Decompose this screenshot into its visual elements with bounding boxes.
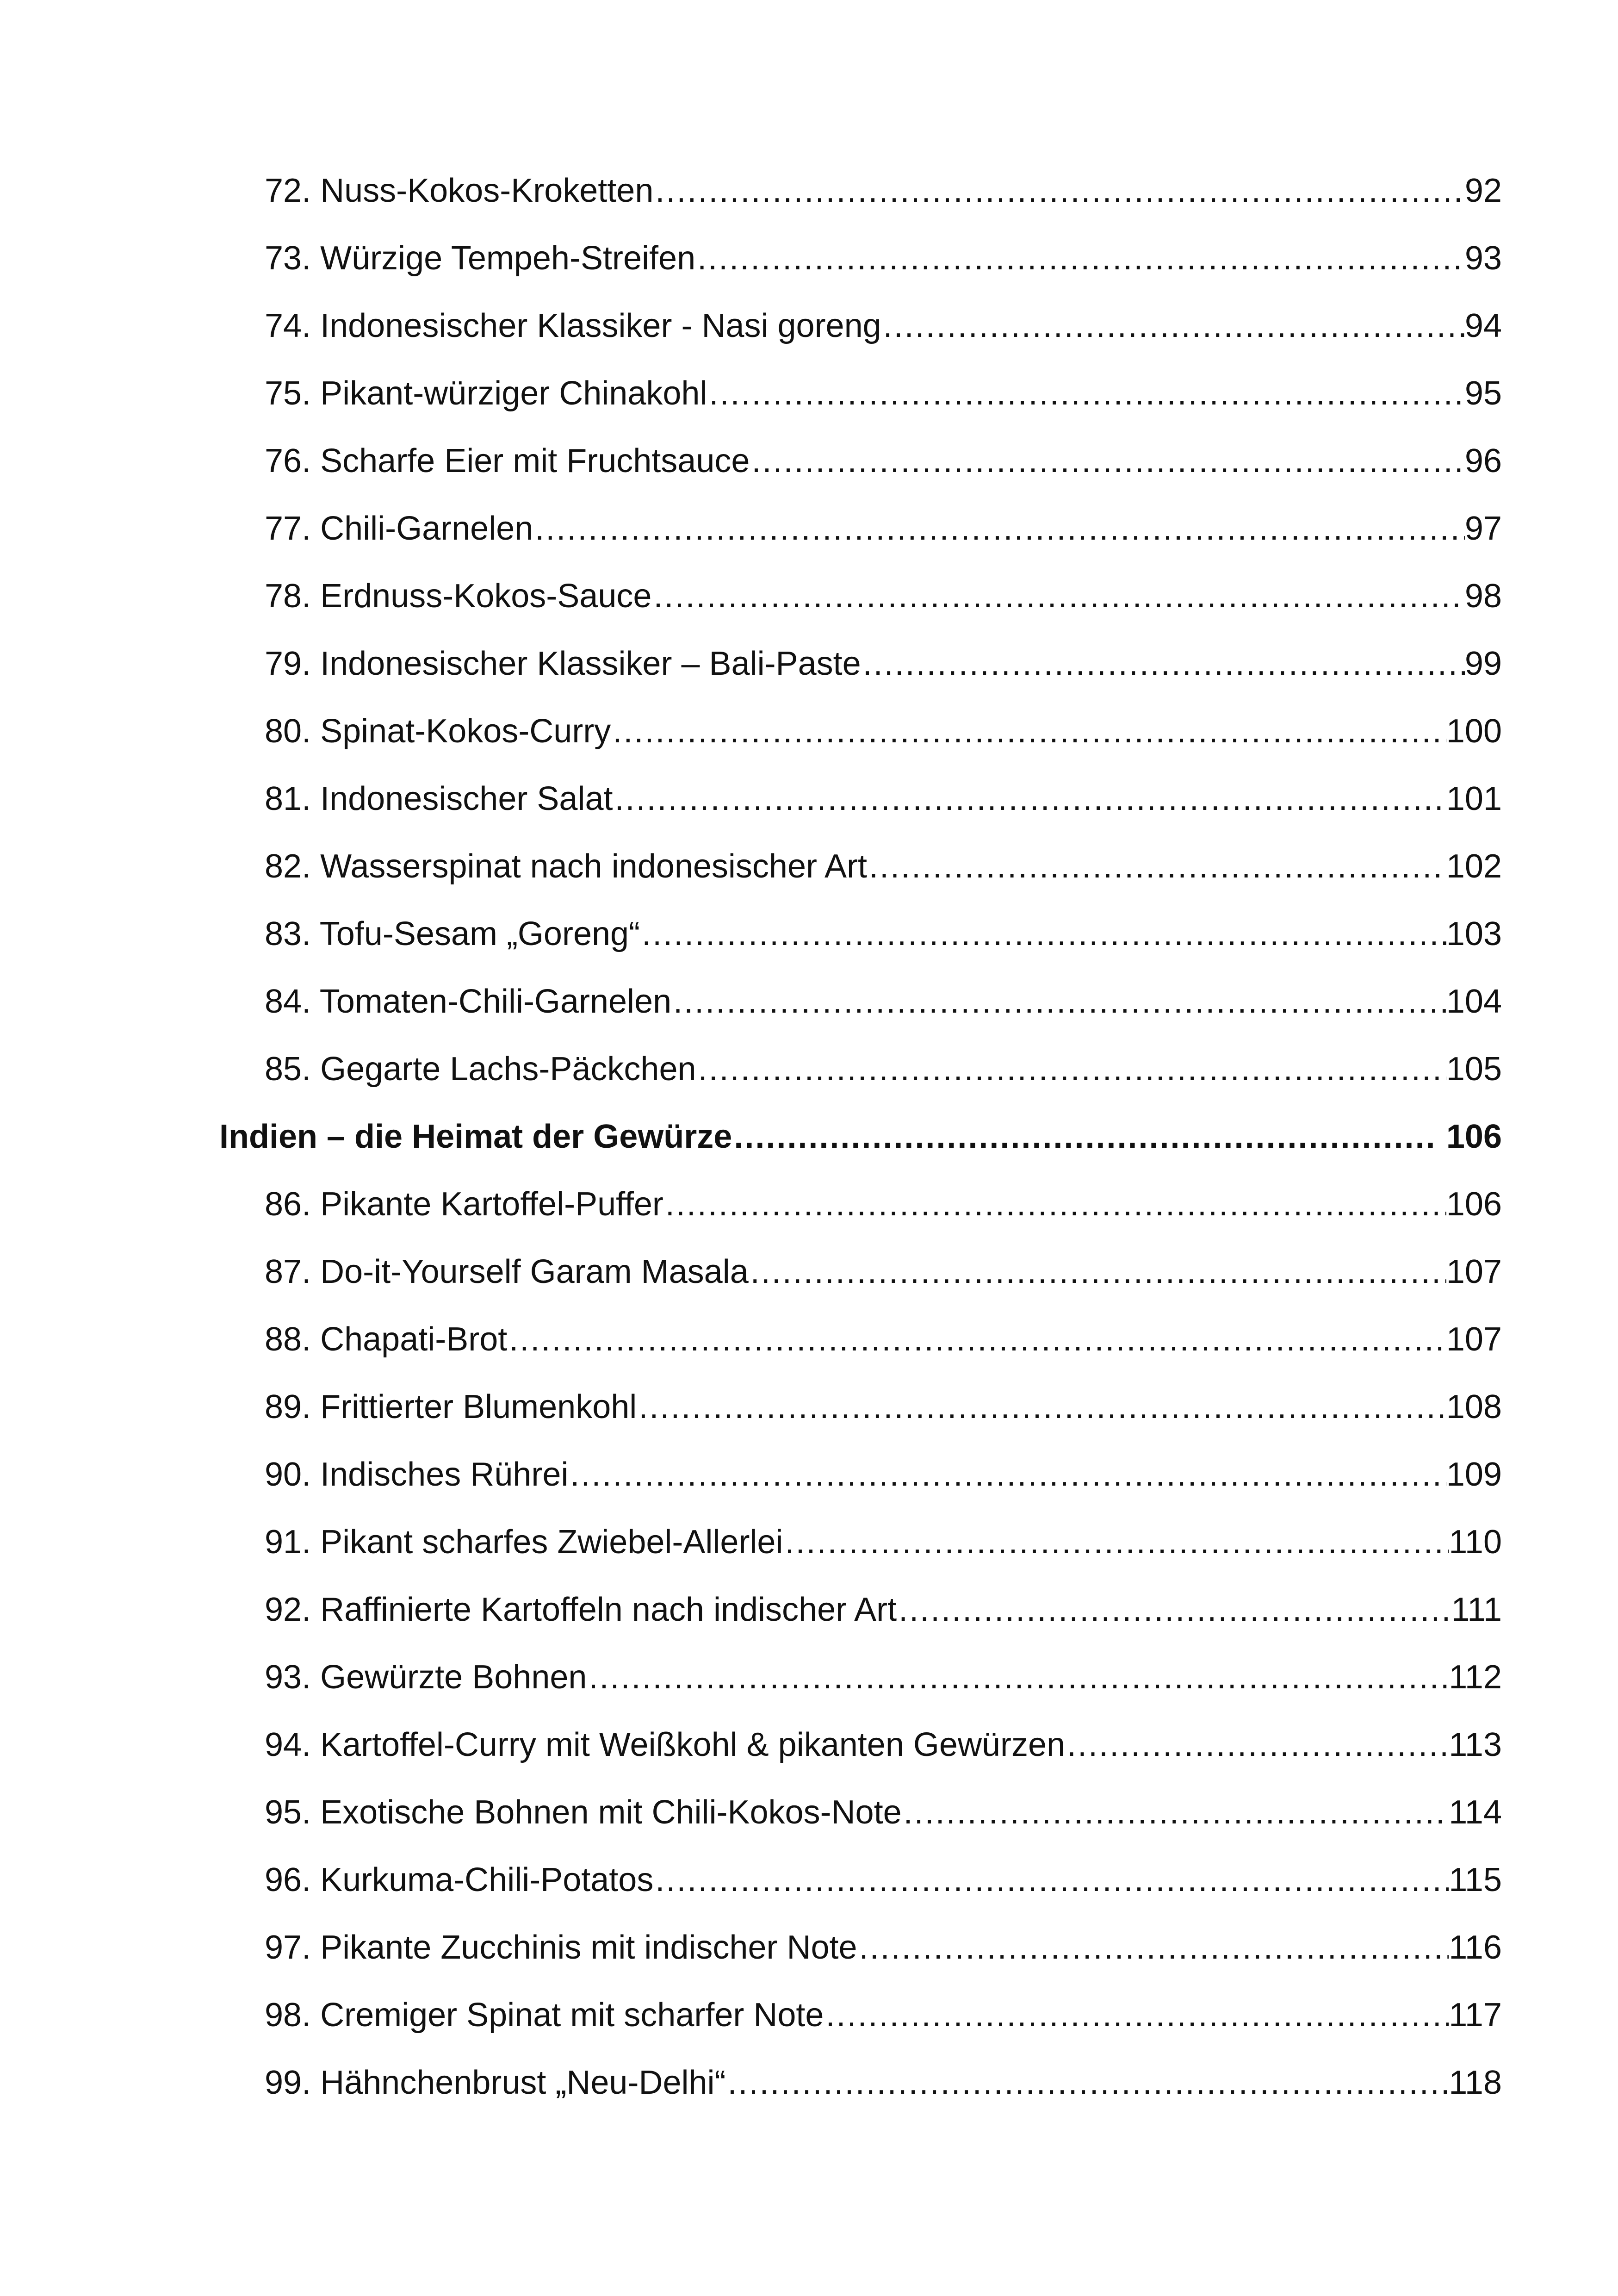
toc-entry [265, 843, 1502, 890]
dot-leader [653, 168, 1465, 214]
toc-entry-page: 93 [1464, 240, 1502, 277]
toc-entry [265, 1451, 1502, 1498]
toc-entry [265, 438, 1502, 484]
toc-entry [265, 1316, 1502, 1363]
toc-entry-page: 103 [1446, 915, 1502, 952]
dot-leader [867, 843, 1446, 890]
toc-entry-title: 96. Kurkuma-Chili-Potatos [265, 1861, 654, 1898]
toc-entry-title: 82. Wasserspinat nach indonesischer Art [265, 848, 868, 885]
toc-entry [265, 168, 1502, 214]
dot-leader [1065, 1722, 1449, 1768]
toc-entry-page: 112 [1449, 1659, 1502, 1696]
dot-leader [897, 1587, 1451, 1633]
dot-leader [732, 1114, 1435, 1160]
toc-entry [265, 370, 1502, 417]
toc-entry-title: 74. Indonesischer Klassiker - Nasi goreng [265, 307, 881, 344]
toc-entry [265, 2060, 1502, 2106]
dot-leader [611, 708, 1446, 754]
toc-entry-page: 101 [1446, 780, 1502, 817]
toc-entry-title: 94. Kartoffel-Curry mit Weißkohl & pikanten Gewürzen [265, 1726, 1066, 1763]
dot-leader [533, 505, 1465, 552]
toc-entry-page: 109 [1446, 1456, 1502, 1493]
toc-entry-title: 90. Indisches Rührei [265, 1456, 569, 1493]
dot-leader [651, 573, 1464, 619]
dot-leader [824, 1992, 1449, 2038]
toc-entry-title: 95. Exotische Bohnen mit Chili-Kokos-Note [265, 1794, 902, 1831]
toc-entry-page: 108 [1446, 1388, 1502, 1425]
toc-entry [265, 1654, 1502, 1700]
toc-entry-title: 72. Nuss-Kokos-Kroketten [265, 172, 654, 209]
toc-entry-title: 79. Indonesischer Klassiker – Bali-Paste [265, 645, 861, 682]
toc-entry-title: 92. Raffinierte Kartoffeln nach indischer Art [265, 1591, 897, 1628]
toc-entry [265, 505, 1502, 552]
toc-entry-page: 102 [1446, 848, 1502, 885]
toc-entry-page: 104 [1446, 983, 1502, 1020]
dot-leader [749, 1249, 1446, 1295]
toc-entry-page: 117 [1449, 1997, 1502, 2034]
toc-entry-page: 113 [1449, 1726, 1502, 1763]
toc-section-title: Indien – die Heimat der Gewürze [219, 1118, 732, 1155]
toc-entry [265, 978, 1502, 1025]
toc-entry-page: 95 [1464, 375, 1502, 412]
dot-leader [881, 303, 1465, 349]
toc-entry-title: 91. Pikant scharfes Zwiebel-Allerlei [265, 1524, 783, 1561]
dot-leader [857, 1924, 1449, 1971]
toc-entry-page: 98 [1464, 578, 1502, 615]
toc-entry-page: 105 [1446, 1051, 1502, 1088]
toc-entry [265, 303, 1502, 349]
toc-entry-page: 107 [1446, 1253, 1502, 1290]
toc-entry-title: 98. Cremiger Spinat mit scharfer Note [265, 1997, 824, 2034]
toc-entry [265, 1587, 1502, 1633]
toc-entry-title: 97. Pikante Zucchinis mit indischer Note [265, 1929, 857, 1966]
toc-entry-page: 107 [1446, 1321, 1502, 1358]
toc-entry-title: 84. Tomaten-Chili-Garnelen [265, 983, 672, 1020]
toc-entry-title: 83. Tofu-Sesam „Goreng“ [265, 915, 640, 952]
toc-entry-title: 93. Gewürzte Bohnen [265, 1659, 587, 1696]
toc-entry-page: 97 [1464, 510, 1502, 547]
toc-entry-title: 85. Gegarte Lachs-Päckchen [265, 1051, 696, 1088]
toc-entry-title: 81. Indonesischer Salat [265, 780, 613, 817]
toc-entry-title: 77. Chili-Garnelen [265, 510, 533, 547]
toc-entry-title: 80. Spinat-Kokos-Curry [265, 713, 611, 750]
toc-entry-title: 76. Scharfe Eier mit Fruchtsauce [265, 442, 750, 479]
toc-entry [265, 573, 1502, 619]
toc-entry-page: 110 [1449, 1524, 1502, 1561]
dot-leader [637, 1384, 1446, 1430]
toc-entry-page: 99 [1464, 645, 1502, 682]
toc-entry-title: 86. Pikante Kartoffel-Puffer [265, 1186, 663, 1223]
toc-entry [265, 708, 1502, 754]
toc-entry [265, 1181, 1502, 1227]
dot-leader [653, 1857, 1449, 1903]
toc-entry-page: 94 [1464, 307, 1502, 344]
toc-entry-title: 73. Würzige Tempeh-Streifen [265, 240, 696, 277]
dot-leader [613, 776, 1446, 822]
dot-leader [671, 978, 1446, 1025]
toc-entry-title: 78. Erdnuss-Kokos-Sauce [265, 578, 652, 615]
dot-leader [696, 1046, 1446, 1092]
toc-section-heading [219, 1114, 1502, 1160]
dot-leader [640, 911, 1446, 957]
dot-leader [507, 1316, 1446, 1363]
dot-leader [707, 370, 1464, 417]
toc-entry [265, 1992, 1502, 2038]
dot-leader [695, 235, 1465, 281]
toc-entry-title: 99. Hähnchenbrust „Neu-Delhi“ [265, 2064, 726, 2101]
toc-entry [265, 1046, 1502, 1092]
dot-leader [663, 1181, 1446, 1227]
toc-entry-title: 87. Do-it-Yourself Garam Masala [265, 1253, 749, 1290]
toc-entry [265, 1519, 1502, 1565]
toc-entry-page: 115 [1449, 1861, 1502, 1898]
toc-entry-page: 92 [1464, 172, 1502, 209]
toc-entry [265, 776, 1502, 822]
toc-entry-title: 89. Frittierter Blumenkohl [265, 1388, 637, 1425]
dot-leader [783, 1519, 1449, 1565]
toc-entry [265, 1924, 1502, 1971]
toc-entry [265, 641, 1502, 687]
toc-entry-page: 116 [1449, 1929, 1502, 1966]
dot-leader [726, 2060, 1449, 2106]
toc-entry [265, 235, 1502, 281]
toc-entry-page: 96 [1464, 442, 1502, 479]
dot-leader [568, 1451, 1446, 1498]
toc-entry-page: 106 [1446, 1186, 1502, 1223]
toc-entry [265, 1249, 1502, 1295]
toc-entry [265, 1384, 1502, 1430]
toc-entry [265, 1789, 1502, 1836]
toc-entry [265, 1722, 1502, 1768]
toc-entry-page: 111 [1451, 1591, 1502, 1628]
toc-entry-title: 75. Pikant-würziger Chinakohl [265, 375, 707, 412]
dot-leader [902, 1789, 1449, 1836]
toc-entry-page: 114 [1449, 1794, 1502, 1831]
toc-entry-page: 100 [1446, 713, 1502, 750]
toc-entry-title: 88. Chapati-Brot [265, 1321, 508, 1358]
toc-entry-page: 118 [1449, 2064, 1502, 2101]
toc-section-page: 106 [1446, 1118, 1502, 1155]
toc-entry [265, 911, 1502, 957]
dot-leader [861, 641, 1465, 687]
dot-leader [587, 1654, 1449, 1700]
toc-entry [265, 1857, 1502, 1903]
dot-leader [750, 438, 1464, 484]
